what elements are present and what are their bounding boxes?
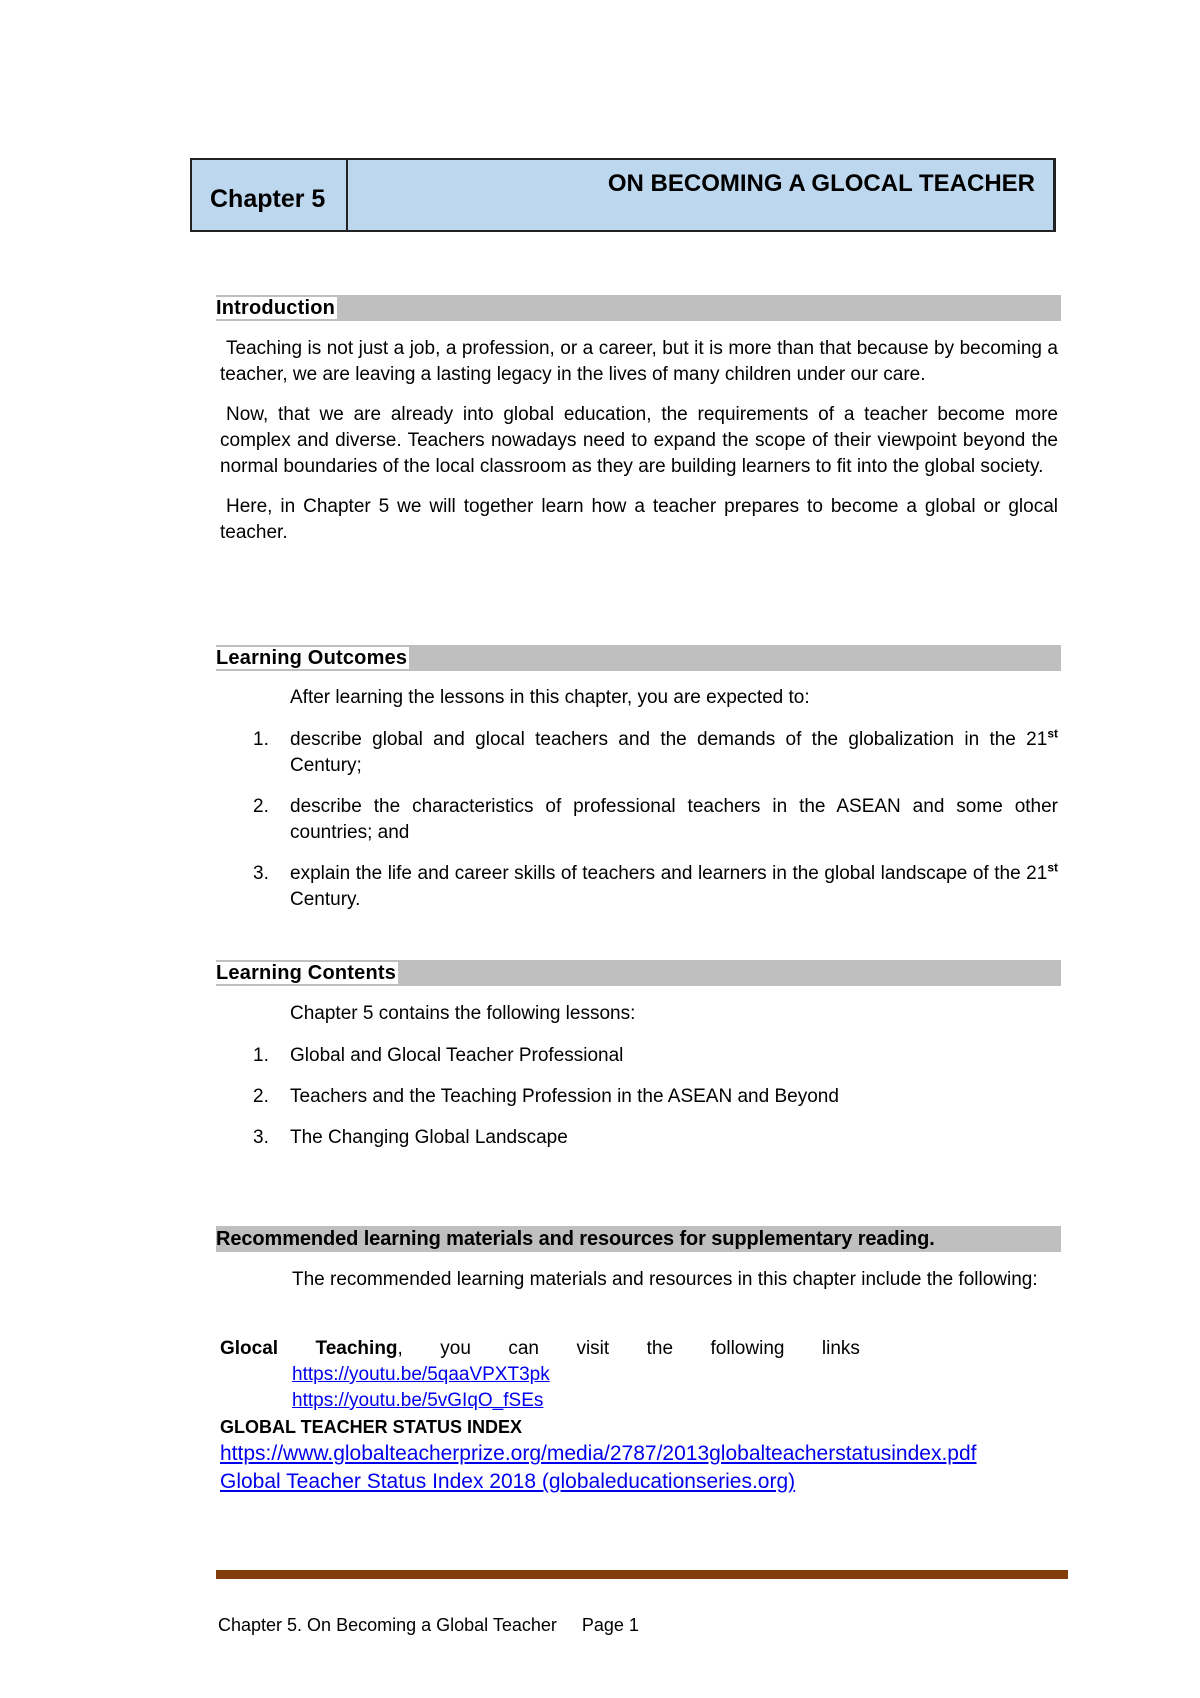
outcomes-lead: After learning the lessons in this chapter, you are expected to: bbox=[290, 687, 810, 708]
list-item: 3. explain the life and career skills of teachers and learners in the global landscape of the 21st Century. bbox=[253, 860, 1058, 910]
page-number: Page 1 bbox=[581, 1615, 639, 1635]
chapter-title: ON BECOMING A GLOCAL TEACHER bbox=[607, 170, 1035, 197]
global-teacher-prize-link[interactable]: https://www.globalteacherprize.org/media/2787/2013globalteacherstatusindex.pdf Global Teacher Status Index 2018 (globaleducationseries.org) bbox=[220, 1442, 977, 1493]
section-heading-resources: Recommended learning materials and resources for supplementary reading. bbox=[216, 1226, 1061, 1252]
list-item: 2. describe the characteristics of professional teachers in the ASEAN and some other countries; and bbox=[253, 796, 1058, 843]
global-teacher-status-heading: GLOBAL TEACHER STATUS INDEX bbox=[220, 1417, 523, 1437]
intro-paragraph: Now, that we are already into global education, the requirements of a teacher become more complex and diverse. Teachers nowadays need to expand the scope of their viewpoint beyond the normal boundaries of the local classroom as they are building learners to fit into the global society. bbox=[220, 404, 1058, 477]
outcomes-list bbox=[220, 727, 1058, 928]
footer-title: Chapter 5. On Becoming a Global Teacher bbox=[218, 1615, 557, 1635]
section-heading-introduction: Introduction bbox=[216, 295, 1061, 321]
contents-lead: Chapter 5 contains the following lessons: bbox=[290, 1003, 636, 1024]
footer-rule bbox=[216, 1570, 1068, 1579]
introduction-body bbox=[220, 336, 1058, 560]
list-item: 1. Global and Glocal Teacher Professional bbox=[253, 1045, 624, 1066]
intro-paragraph: Here, in Chapter 5 we will together learn how a teacher prepares to become a global or glocal teacher. bbox=[220, 496, 1058, 543]
youtube-link-1[interactable]: https://youtu.be/5qaaVPXT3pk bbox=[292, 1364, 550, 1385]
glocal-teaching-line: Glocal Teaching, you can visit the following links bbox=[220, 1338, 860, 1359]
glocal-teaching-block bbox=[220, 1336, 1058, 1496]
list-item: 3. The Changing Global Landscape bbox=[253, 1127, 568, 1148]
intro-paragraph: Teaching is not just a job, a profession, or a career, but it is more than that because by becoming a teacher, we are leaving a lasting legacy in the lives of many children under our care. bbox=[220, 338, 1058, 385]
page-footer bbox=[218, 1615, 639, 1636]
resources-lead: The recommended learning materials and resources in this chapter include the following: bbox=[292, 1269, 1038, 1290]
contents-list bbox=[220, 1043, 1058, 1166]
chapter-header bbox=[190, 158, 1056, 232]
section-heading-outcomes: Learning Outcomes bbox=[216, 645, 1061, 671]
section-heading-contents: Learning Contents bbox=[216, 960, 1061, 986]
list-item: 2. Teachers and the Teaching Profession in the ASEAN and Beyond bbox=[253, 1086, 839, 1107]
list-item: 1. describe global and glocal teachers and the demands of the globalization in the 21st Century; bbox=[253, 726, 1058, 776]
chapter-label: Chapter 5 bbox=[192, 160, 348, 230]
youtube-link-2[interactable]: https://youtu.be/5vGIqO_fSEs bbox=[292, 1390, 544, 1411]
